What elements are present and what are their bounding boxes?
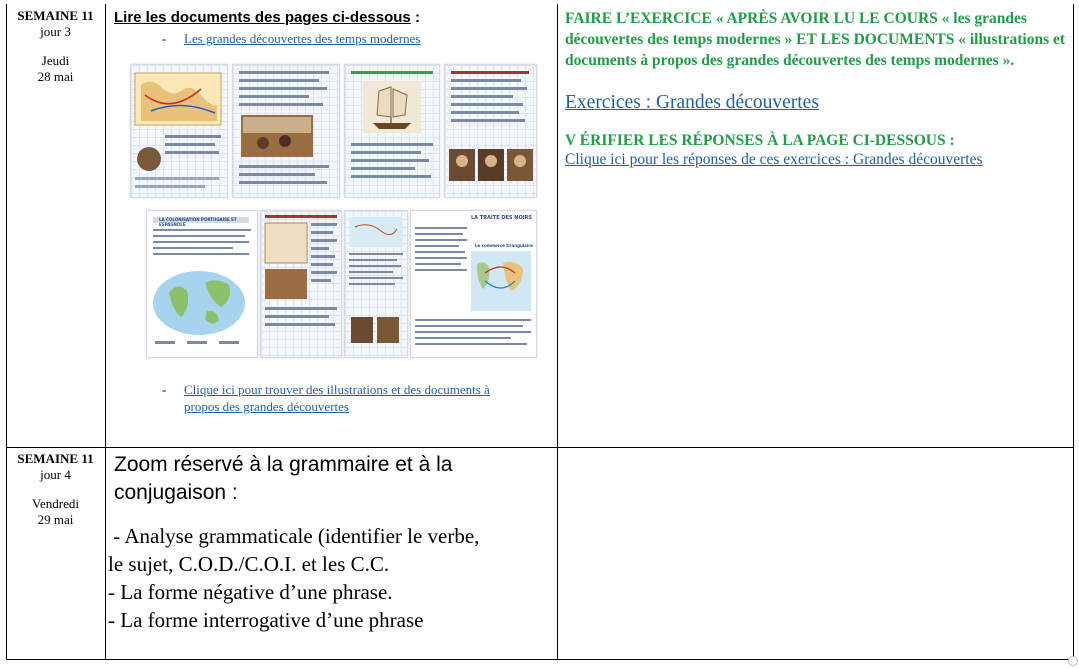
verify-instruction: V ÉRIFIER LES RÉPONSES À LA PAGE CI-DESSOUS : <box>565 132 955 149</box>
world-map-illustration <box>131 65 227 197</box>
day-cell-vendredi <box>6 451 105 528</box>
link-reponses[interactable]: Clique ici pour les réponses de ces exercices : Grandes découvertes <box>565 151 983 168</box>
grammar-item-interrogative: - La forme interrogative d’une phrase <box>108 608 424 632</box>
grammar-cell <box>108 451 556 634</box>
page-thumbnail-6 <box>260 210 342 358</box>
page-thumbnail-1 <box>130 64 228 198</box>
colonisation-heading: LA COLONISATION PORTUGAISE ET ESPAGNOLE <box>159 217 237 227</box>
link-illustrations-documents[interactable]: Clique ici pour trouver des illustrations et des documents à propos des grandes découvertes <box>184 382 490 414</box>
page-thumbnail-4 <box>444 64 537 198</box>
page-thumbnail-7 <box>344 210 408 358</box>
grammar-item-negative: - La forme négative d’une phrase. <box>108 580 393 604</box>
reading-cell <box>106 4 557 447</box>
grammar-title-line2: conjugaison : <box>114 481 238 504</box>
grammar-item-analyse: - Analyse grammaticale (identifier le verbe, le sujet, C.O.D./C.O.I. et les C.C. <box>108 524 480 576</box>
date: 28 mai <box>37 69 74 84</box>
page-thumbnail-5 <box>146 210 258 358</box>
weekday: Jeudi <box>41 53 70 68</box>
week-label: SEMAINE 11 <box>17 8 94 23</box>
page-thumbnail-2 <box>232 64 340 198</box>
reading-instruction: Lire les documents des pages ci-dessous : <box>114 9 420 26</box>
resize-handle[interactable] <box>1068 656 1078 666</box>
empty-cell <box>558 448 1073 659</box>
exercise-cell <box>565 8 1067 170</box>
caravel-illustration <box>345 65 439 197</box>
weekday: Vendredi <box>32 496 79 511</box>
day-cell-jeudi <box>6 8 105 85</box>
commerce-heading: Le commerce triangulaire <box>475 243 533 248</box>
page-thumbnail-3 <box>344 64 440 198</box>
day-number: jour 3 <box>40 24 71 39</box>
explorer-portraits <box>445 65 536 197</box>
grammar-title-line1: Zoom réservé à la grammaire et à la <box>114 453 453 476</box>
date: 29 mai <box>37 512 74 527</box>
week-label: SEMAINE 11 <box>17 451 94 466</box>
triangular-trade-map <box>411 211 536 357</box>
bullet-link-2: - Clique ici pour trouver des illustrations et des documents à propos des grandes découvertes <box>162 381 542 415</box>
world-map-colonisation <box>147 211 257 357</box>
traite-heading: LA TRAITE DES NOIRS <box>471 215 533 221</box>
document-thumbnails <box>130 64 535 364</box>
link-exercices[interactable]: Exercices : Grandes découvertes <box>565 92 819 113</box>
day-number: jour 4 <box>40 467 71 482</box>
link-grandes-decouvertes[interactable]: Les grandes découvertes des temps modernes <box>184 31 421 46</box>
bullet-link-1: - Les grandes découvertes des temps modernes <box>162 31 421 46</box>
page-thumbnail-8 <box>410 210 537 358</box>
exercise-instruction: FAIRE L’EXERCICE « APRÈS AVOIR LU LE COURS « les grandes découvertes des temps modernes » ET LES DOCUMENTS « illustrations et documents à propos des grandes découvertes des temps modernes ». <box>565 10 1066 69</box>
